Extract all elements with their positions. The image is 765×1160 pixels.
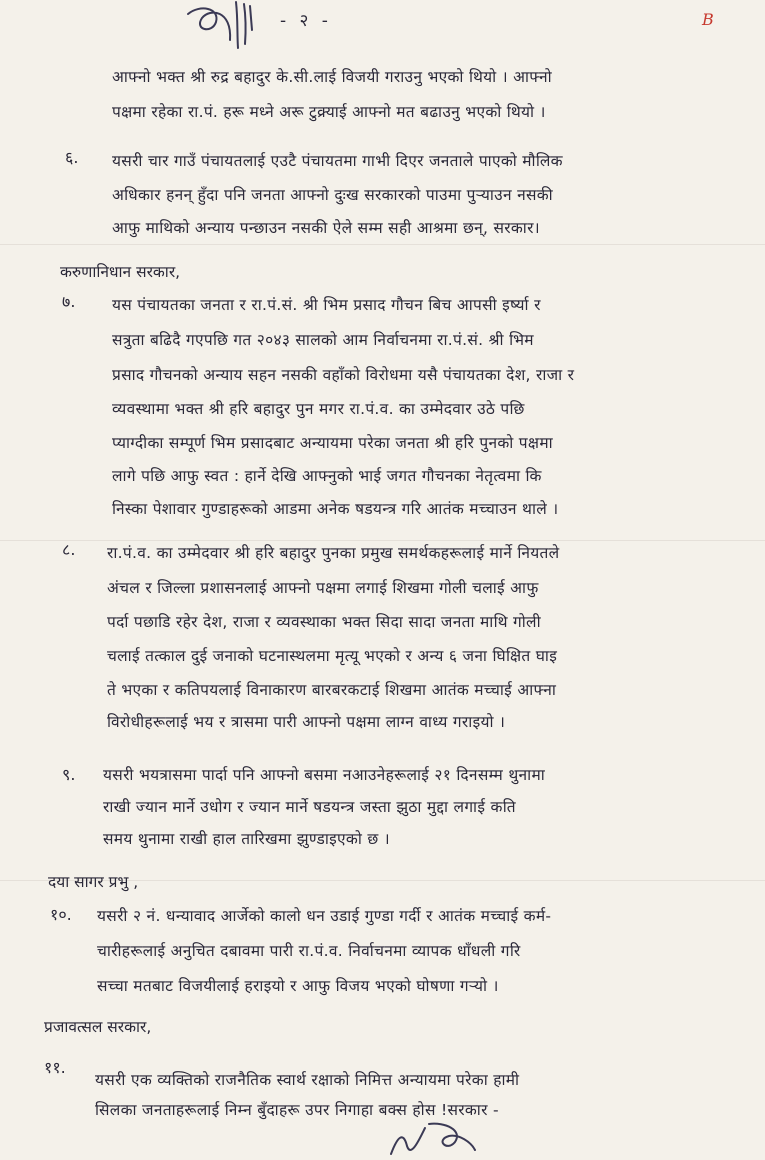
item-line: चलाई तत्काल दुई जनाको घटनास्थलमा मृत्यू भएको र अन्य ६ जना घिक्षित घाइ [107,647,558,665]
item-line: ते भएका र कतिपयलाई विनाकारण बारबरकटाई शिखमा आतंक मच्चाई आफ्ना [107,681,557,699]
intro-line: आफ्नो भक्त श्री रुद्र बहादुर के.सी.लाई विजयी गराउनु भएको थियो । आफ्नो [112,68,552,86]
item-line: आफु माथिको अन्याय पन्छाउन नसकी ऐले सम्म सही आश्रमा छन्, सरकार। [112,219,540,237]
page-mark: B [702,10,714,29]
item-line: विरोधीहरूलाई भय र त्रासमा पारी आफ्नो पक्षमा लाग्न वाध्य गराइयो । [107,713,506,731]
paper-fold-line [0,540,765,541]
item-line: प्याग्दीका सम्पूर्ण भिम प्रसादबाट अन्यायमा परेका जनता श्री हरि पुनको पक्षमा [112,434,553,452]
item-line: प्रसाद गौचनको अन्याय सहन नसकी वहाँको विरोधमा यसै पंचायतका देश, राजा र [112,366,575,384]
signature-mark-bottom [385,1120,480,1160]
item-line: यसरी भयत्रासमा पार्दा पनि आफ्नो बसमा नआउनेहरूलाई २१ दिनसम्म थुनामा [103,766,546,784]
item-line: चारीहरूलाई अनुचित दबावमा पारी रा.पं.व. निर्वाचनमा व्यापक धाँधली गरि [97,942,521,960]
item-line: समय थुनामा राखी हाल तारिखमा झुण्डाइएको छ । [103,830,390,848]
item-number: ६. [65,148,79,167]
item-line: यसरी २ नं. धन्यावाद आर्जेको कालो धन उडाई गुण्डा गर्दी र आतंक मच्चाई कर्म- [97,907,552,925]
salutation: दया सागर प्रभु , [48,873,139,891]
item-line: यसरी एक व्यक्तिको राजनैतिक स्वार्थ रक्षाको निमित्त अन्यायमा परेका हामी [95,1071,520,1089]
item-number: ८. [62,540,76,559]
item-line: सिलका जनताहरूलाई निम्न बुँदाहरू उपर निगाहा बक्स होस !सरकार - [95,1101,499,1119]
item-number: ११. [44,1058,66,1077]
intro-line: पक्षमा रहेका रा.पं. हरू मध्ने अरू टुक्र्याई आफ्नो मत बढाउनु भएको थियो । [112,103,546,121]
item-line: अधिकार हनन् हुँदा पनि जनता आफ्नो दुःख सरकारको पाउमा पुर्‍याउन नसकी [112,186,553,204]
item-line: यसरी चार गाउँ पंचायतलाई एउटै पंचायतमा गाभी दिएर जनताले पाएको मौलिक [112,152,563,170]
item-number: ९. [62,765,76,784]
salutation: प्रजावत्सल सरकार, [44,1018,152,1036]
item-line: रा.पं.व. का उम्मेदवार श्री हरि बहादुर पुनका प्रमुख समर्थकहरूलाई मार्ने नियतले [107,544,560,562]
item-line: सत्रुता बढिदै गएपछि गत २०४३ सालको आम निर्वाचनमा रा.पं.सं. श्री भिम [112,331,534,349]
item-line: पर्दा पछाडि रहेर देश, राजा र व्यवस्थाका भक्त सिदा सादा जनता माथि गोली [107,613,541,631]
item-line: व्यवस्थामा भक्त श्री हरि बहादुर पुन मगर रा.पं.व. का उम्मेदवार उठे पछि [112,400,525,418]
item-line: निस्का पेशावार गुण्डाहरूको आडमा अनेक षडयन्त्र गरि आतंक मच्चाउन थाले । [112,500,559,518]
page-number: - २ - [280,11,332,31]
item-line: सच्चा मतबाट विजयीलाई हराइयो र आफु विजय भएको घोषणा गर्‍यो । [97,977,499,995]
item-line: लागे पछि आफु स्वत : हार्ने देखि आफ्नुको भाई जगत गौचनका नेतृत्वमा कि [112,467,542,485]
item-line: राखी ज्यान मार्ने उधोग र ज्यान मार्ने षडयन्त्र जस्ता झुठा मुद्दा लगाई कति [103,798,516,816]
item-number: ७. [62,292,76,311]
item-line: यस पंचायतका जनता र रा.पं.सं. श्री भिम प्रसाद गौचन बिच आपसी इर्ष्या र [112,296,541,314]
signature-mark-top [180,0,270,60]
salutation: करुणानिधान सरकार, [60,263,181,281]
paper-fold-line [0,244,765,245]
item-line: अंचल र जिल्ला प्रशासनलाई आफ्नो पक्षमा लगाई शिखमा गोली चलाई आफु [107,579,539,597]
item-number: १०. [50,905,72,924]
